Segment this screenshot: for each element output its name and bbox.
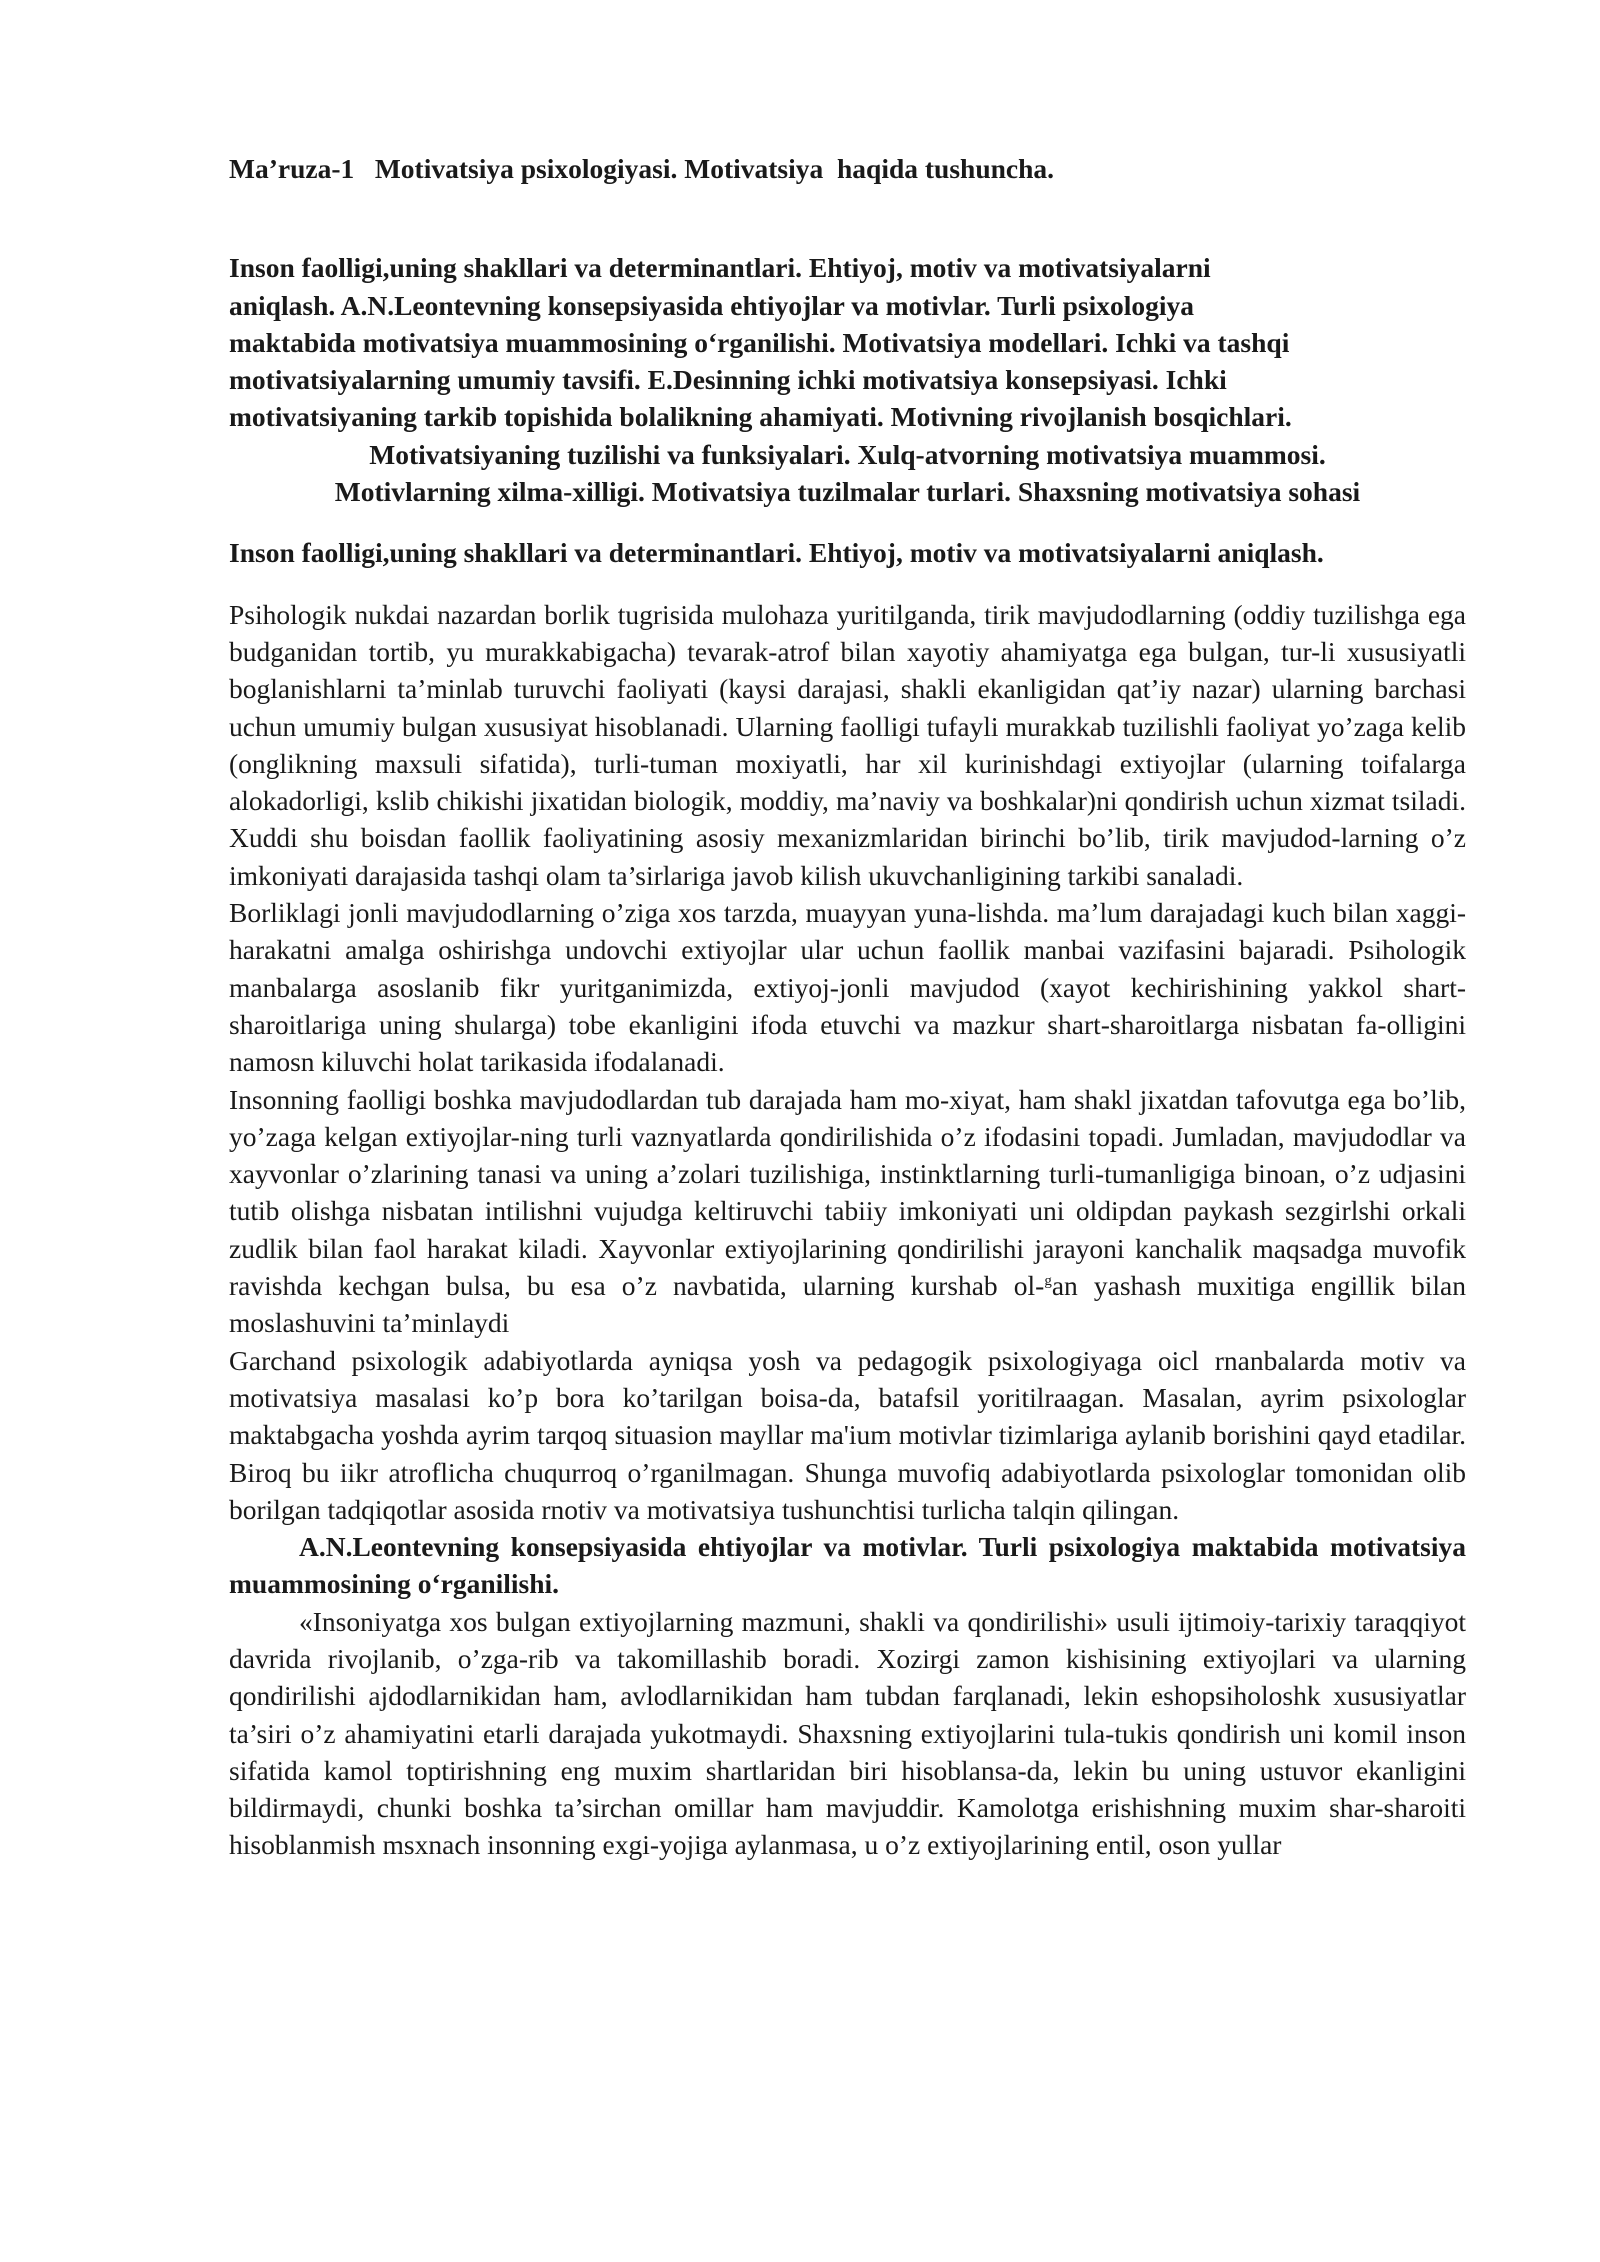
document-page bbox=[229, 150, 1466, 1864]
body-paragraph: Garchand psixologik adabiyotlarda ayniqsa yosh va pedagogik psixologiyaga oicl rnanbalarda motiv va motivatsiya masalasi ko’p bora ko’tarilgan boisa-da, batafsil yoritilraagan. Masalan, ayrim psixologlar maktabgacha yoshda ayrim tarqoq situasion mayllar ma'ium motivlar tizimlariga aylanib borishini qayd etadilar. Biroq bu iikr atroflicha chuqurroq o’rganilmagan. Shunga muvofiq adabiyotlarda psixologlar tomonidan olib borilgan tadqiqotlar asosida rnotiv va motivatsiya tushunchtisi turlicha talqin qilingan. bbox=[229, 1344, 1466, 1525]
section-heading: Inson faolligi,uning shakllari va determinantlari. Ehtiyoj, motiv va motivatsiyalarni aniqlash. bbox=[229, 537, 1324, 569]
summary-line-centered: Motivlarning xilma-xilligi. Motivatsiya tuzilmalar turlari. Shaxsning motivatsiya sohasi bbox=[334, 476, 1361, 508]
lecture-title: Ma’ruza-1 Motivatsiya psixologiyasi. Motivatsiya haqida tushuncha. bbox=[229, 153, 1055, 184]
summary-line: maktabida motivatsiya muammosining o‘rganilishi. Motivatsiya modellari. Ichki va tashqi bbox=[229, 326, 1290, 358]
summary-line: motivatsiyaning tarkib topishida bolalikning ahamiyati. Motivning rivojlanish bosqichlari. bbox=[229, 401, 1292, 433]
summary-line: aniqlash. A.N.Leontevning konsepsiyasida ehtiyojlar va motivlar. Turli psixologiya bbox=[229, 289, 1194, 321]
body-paragraph: Psihologik nukdai nazardan borlik tugrisida mulohaza yuritilganda, tirik mavjudodlarning (oddiy tuzilishga ega budganidan tortib, yu murakkabigacha) tevarak-atrof bilan xayotiy ahamiyatga ega bulgan, tur-li xususiyatli boglanishlarni ta’minlab turuvchi faoliyati (kaysi darajasi, shakli ekanligidan qat’iy nazar) ularning barchasi uchun umumiy bulgan xususiyat hisoblanadi. Ularning faolligi tufayli murakkab tuzilishli faoliyat yo’zaga kelib (onglikning maxsuli sifatida), turli-tuman moxiyatli, har xil kurinishdagi extiyojlar (ularning toifalarga alokadorligi, kslib chikishi jixatidan biologik, moddiy, ma’naviy va boshkalar)ni qondirish uchun xizmat tsiladi. Xuddi shu boisdan faollik faoliyatining asosiy mexanizmlaridan birinchi bo’lib, tirik mavjudod-larning o’z imkoniyati darajasida tashqi olam ta’sirlariga javob kilish ukuvchanligining tarkibi sanaladi. bbox=[229, 598, 1466, 891]
body-paragraph: «Insoniyatga xos bulgan extiyojlarning mazmuni, shakli va qondirilishi» usuli ijtimoiy-tarixiy taraqqiyot davrida rivojlanib, o’zga-rib va takomillashib boradi. Xozirgi zamon kishisining extiyojlari va ularning qondirilishi ajdodlarnikidan ham, avlodlarnikidan ham tubdan farqlanadi, lekin eshopsiholoshk xususiyatlar ta’siri o’z ahamiyatini etarli darajada yukotmaydi. Shaxsning extiyojlarini tula-tukis qondirish uni komil inson sifatida kamol toptirishning eng muxim shartlaridan biri hisoblansa-da, lekin bu uning ustuvor ekanligini bildirmaydi, chunki boshka ta’sirchan omillar ham mavjuddir. Kamolotga erishishning muxim shar-sharoiti hisoblanmish msxnach insonning exgi-yojiga aylanmasa, u o’z extiyojlarining entil, oson yullar bbox=[229, 1605, 1466, 1861]
paragraph-text: an yashash muxitiga engillik bilan moslashuvini ta’minlaydi bbox=[229, 1270, 1467, 1339]
body-paragraph: Borliklagi jonli mavjudodlarning o’ziga xos tarzda, muayyan yuna-lishda. ma’lum darajadagi kuch bilan xaggi-harakatni amalga oshirishga undovchi extiyojlar ular uchun faollik manbai vazifasini bajaradi. Psihologik manbalarga asoslanib fikr yuritganimizda, extiyoj-jonli mavjudod (xayot kechirishining yakkol shart-sharoitlariga uning shularga) tobe ekanligini ifoda etuvchi va mazkur shart-sharoitlarga nisbatan fa-olligini namosn kiluvchi holat tarikasida ifodalanadi. bbox=[229, 897, 1466, 1078]
summary-line: motivatsiyalarning umumiy tavsifi. E.Desinning ichki motivatsiya konsepsiyasi. Ichki bbox=[229, 364, 1227, 396]
summary-line-centered: Motivatsiyaning tuzilishi va funksiyalari. Xulq-atvorning motivatsiya muammosi. bbox=[369, 438, 1326, 470]
body-paragraph bbox=[229, 1081, 1466, 1342]
topics-summary bbox=[229, 249, 1466, 510]
superscript-mark: g bbox=[1044, 1272, 1052, 1289]
summary-line: Inson faolligi,uning shakllari va determinantlari. Ehtiyoj, motiv va motivatsiyalarni bbox=[229, 252, 1211, 284]
paragraph-text: Insonning faolligi boshka mavjudodlardan tub darajada ham mo-xiyat, ham shakl jixatdan tafovutga ega bo’lib, yo’zaga kelgan extiyojlar-ning turli vaznyatlarda qondirilishida o’z ifodasini topadi. Jumladan, mavjudodlar va xayvonlar o’zlarining tanasi va uning a’zolari tuzilishiga, instinktlarning turli-tumanligiga binoan, o’z udjasini tutib olishga nisbatan intilishni vujudga keltiruvchi tabiiy imkoniyati uni oldipdan paykash sezgirlshi orkali zudlik bilan faol harakat kiladi. Xayvonlar extiyojlarining qondirilishi jarayoni kanchalik maqsadga muvofik ravishda kechgan bulsa, bu esa o’z navbatida, ularning kurshab ol- bbox=[229, 1083, 1466, 1302]
section-heading: A.N.Leontevning konsepsiyasida ehtiyojlar va motivlar. Turli psixologiya maktabida motivatsiya muammosining o‘rganilishi. bbox=[229, 1531, 1466, 1600]
